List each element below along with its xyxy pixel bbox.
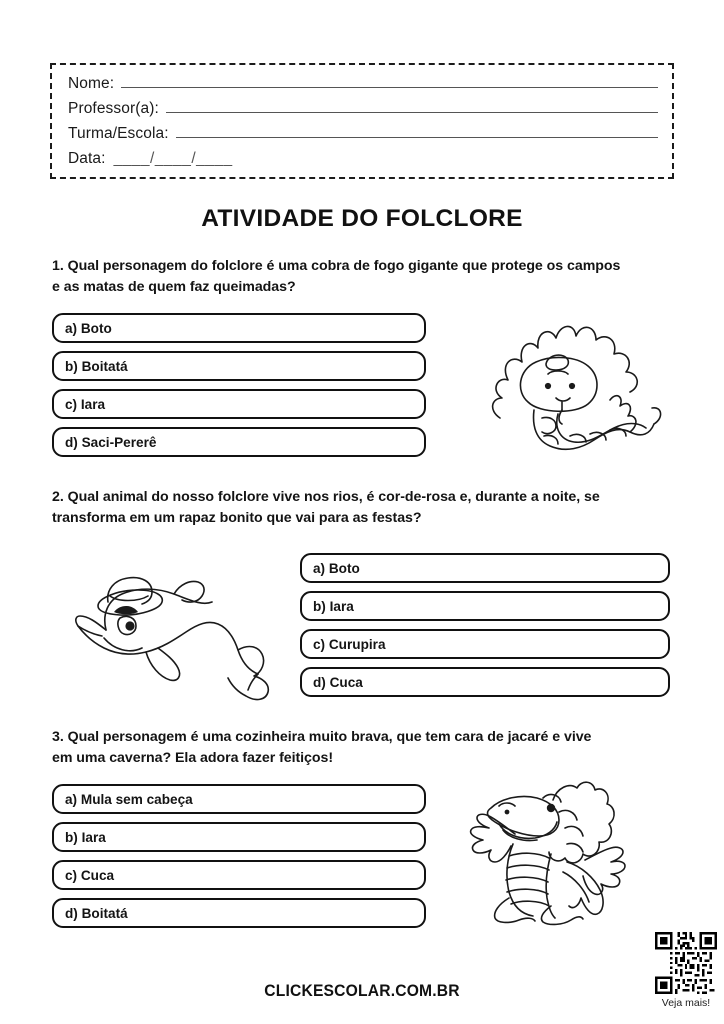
nome-input-line[interactable] <box>121 75 658 88</box>
option-3a-label: a) Mula sem cabeça <box>65 791 193 807</box>
option-3a[interactable] <box>52 784 426 814</box>
field-row-professor <box>68 100 658 125</box>
option-2c-label: c) Curupira <box>313 636 386 652</box>
field-row-nome <box>68 75 658 100</box>
turma-escola-label: Turma/Escola: <box>68 125 169 142</box>
question-1-text <box>52 256 676 297</box>
option-1c[interactable] <box>52 389 426 419</box>
option-3c[interactable] <box>52 860 426 890</box>
option-1b[interactable] <box>52 351 426 381</box>
option-3b-label: b) Iara <box>65 829 106 845</box>
qr-caption: Veja mais! <box>661 997 711 1009</box>
option-2d-label: d) Cuca <box>313 674 363 690</box>
question-2-text <box>52 487 676 528</box>
field-row-turma-escola <box>68 125 658 150</box>
site-brand-footer: CLICKESCOLAR.COM.BR <box>264 981 460 1000</box>
cuca-illustration <box>455 772 640 927</box>
option-3d[interactable] <box>52 898 426 928</box>
question-3-line-1: 3. Qual personagem é uma cozinheira muito brava, que tem cara de jacaré e vive <box>52 729 592 745</box>
question-3-text <box>52 727 676 768</box>
option-3d-label: d) Boitatá <box>65 905 128 921</box>
option-1c-label: c) Iara <box>65 396 106 412</box>
option-1a[interactable] <box>52 313 426 343</box>
option-2d[interactable] <box>300 667 670 697</box>
option-2a[interactable] <box>300 553 670 583</box>
question-3-options <box>52 784 426 928</box>
question-1-line-1: 1. Qual personagem do folclore é uma cobra de fogo gigante que protege os campos <box>52 258 621 274</box>
data-label: Data: <box>68 150 106 167</box>
turma-escola-input-line[interactable] <box>176 125 658 138</box>
page-title: ATIVIDADE DO FOLCLORE <box>201 205 523 232</box>
boto-illustration <box>62 556 287 706</box>
data-input-line[interactable]: ____/____/____ <box>113 150 233 167</box>
qr-code-block[interactable] <box>655 932 717 1009</box>
professor-input-line[interactable] <box>166 100 658 113</box>
qr-code-icon[interactable] <box>655 932 717 994</box>
option-2b[interactable] <box>300 591 670 621</box>
option-3b[interactable] <box>52 822 426 852</box>
question-3-line-2: em uma caverna? Ela adora fazer feitiços! <box>52 749 334 766</box>
student-info-box <box>50 63 674 179</box>
question-2-line-1: 2. Qual animal do nosso folclore vive nos rios, é cor-de-rosa e, durante a noite, se <box>52 489 600 505</box>
option-2b-label: b) Iara <box>313 598 354 614</box>
option-3c-label: c) Cuca <box>65 867 115 883</box>
question-1-options <box>52 313 426 457</box>
nome-label: Nome: <box>68 75 115 92</box>
option-2c[interactable] <box>300 629 670 659</box>
field-row-data <box>68 150 658 175</box>
option-1b-label: b) Boitatá <box>65 358 128 374</box>
option-2a-label: a) Boto <box>313 560 360 576</box>
option-1d[interactable] <box>52 427 426 457</box>
option-1d-label: d) Saci-Pererê <box>65 434 157 450</box>
question-2-options <box>300 553 670 697</box>
question-1-line-2: e as matas de quem faz queimadas? <box>52 278 296 295</box>
option-1a-label: a) Boto <box>65 320 112 336</box>
professor-label: Professor(a): <box>68 100 159 117</box>
question-2-line-2: transforma em um rapaz bonito que vai para as festas? <box>52 509 422 526</box>
boitata-illustration <box>478 306 678 464</box>
student-info-rows <box>52 65 672 175</box>
